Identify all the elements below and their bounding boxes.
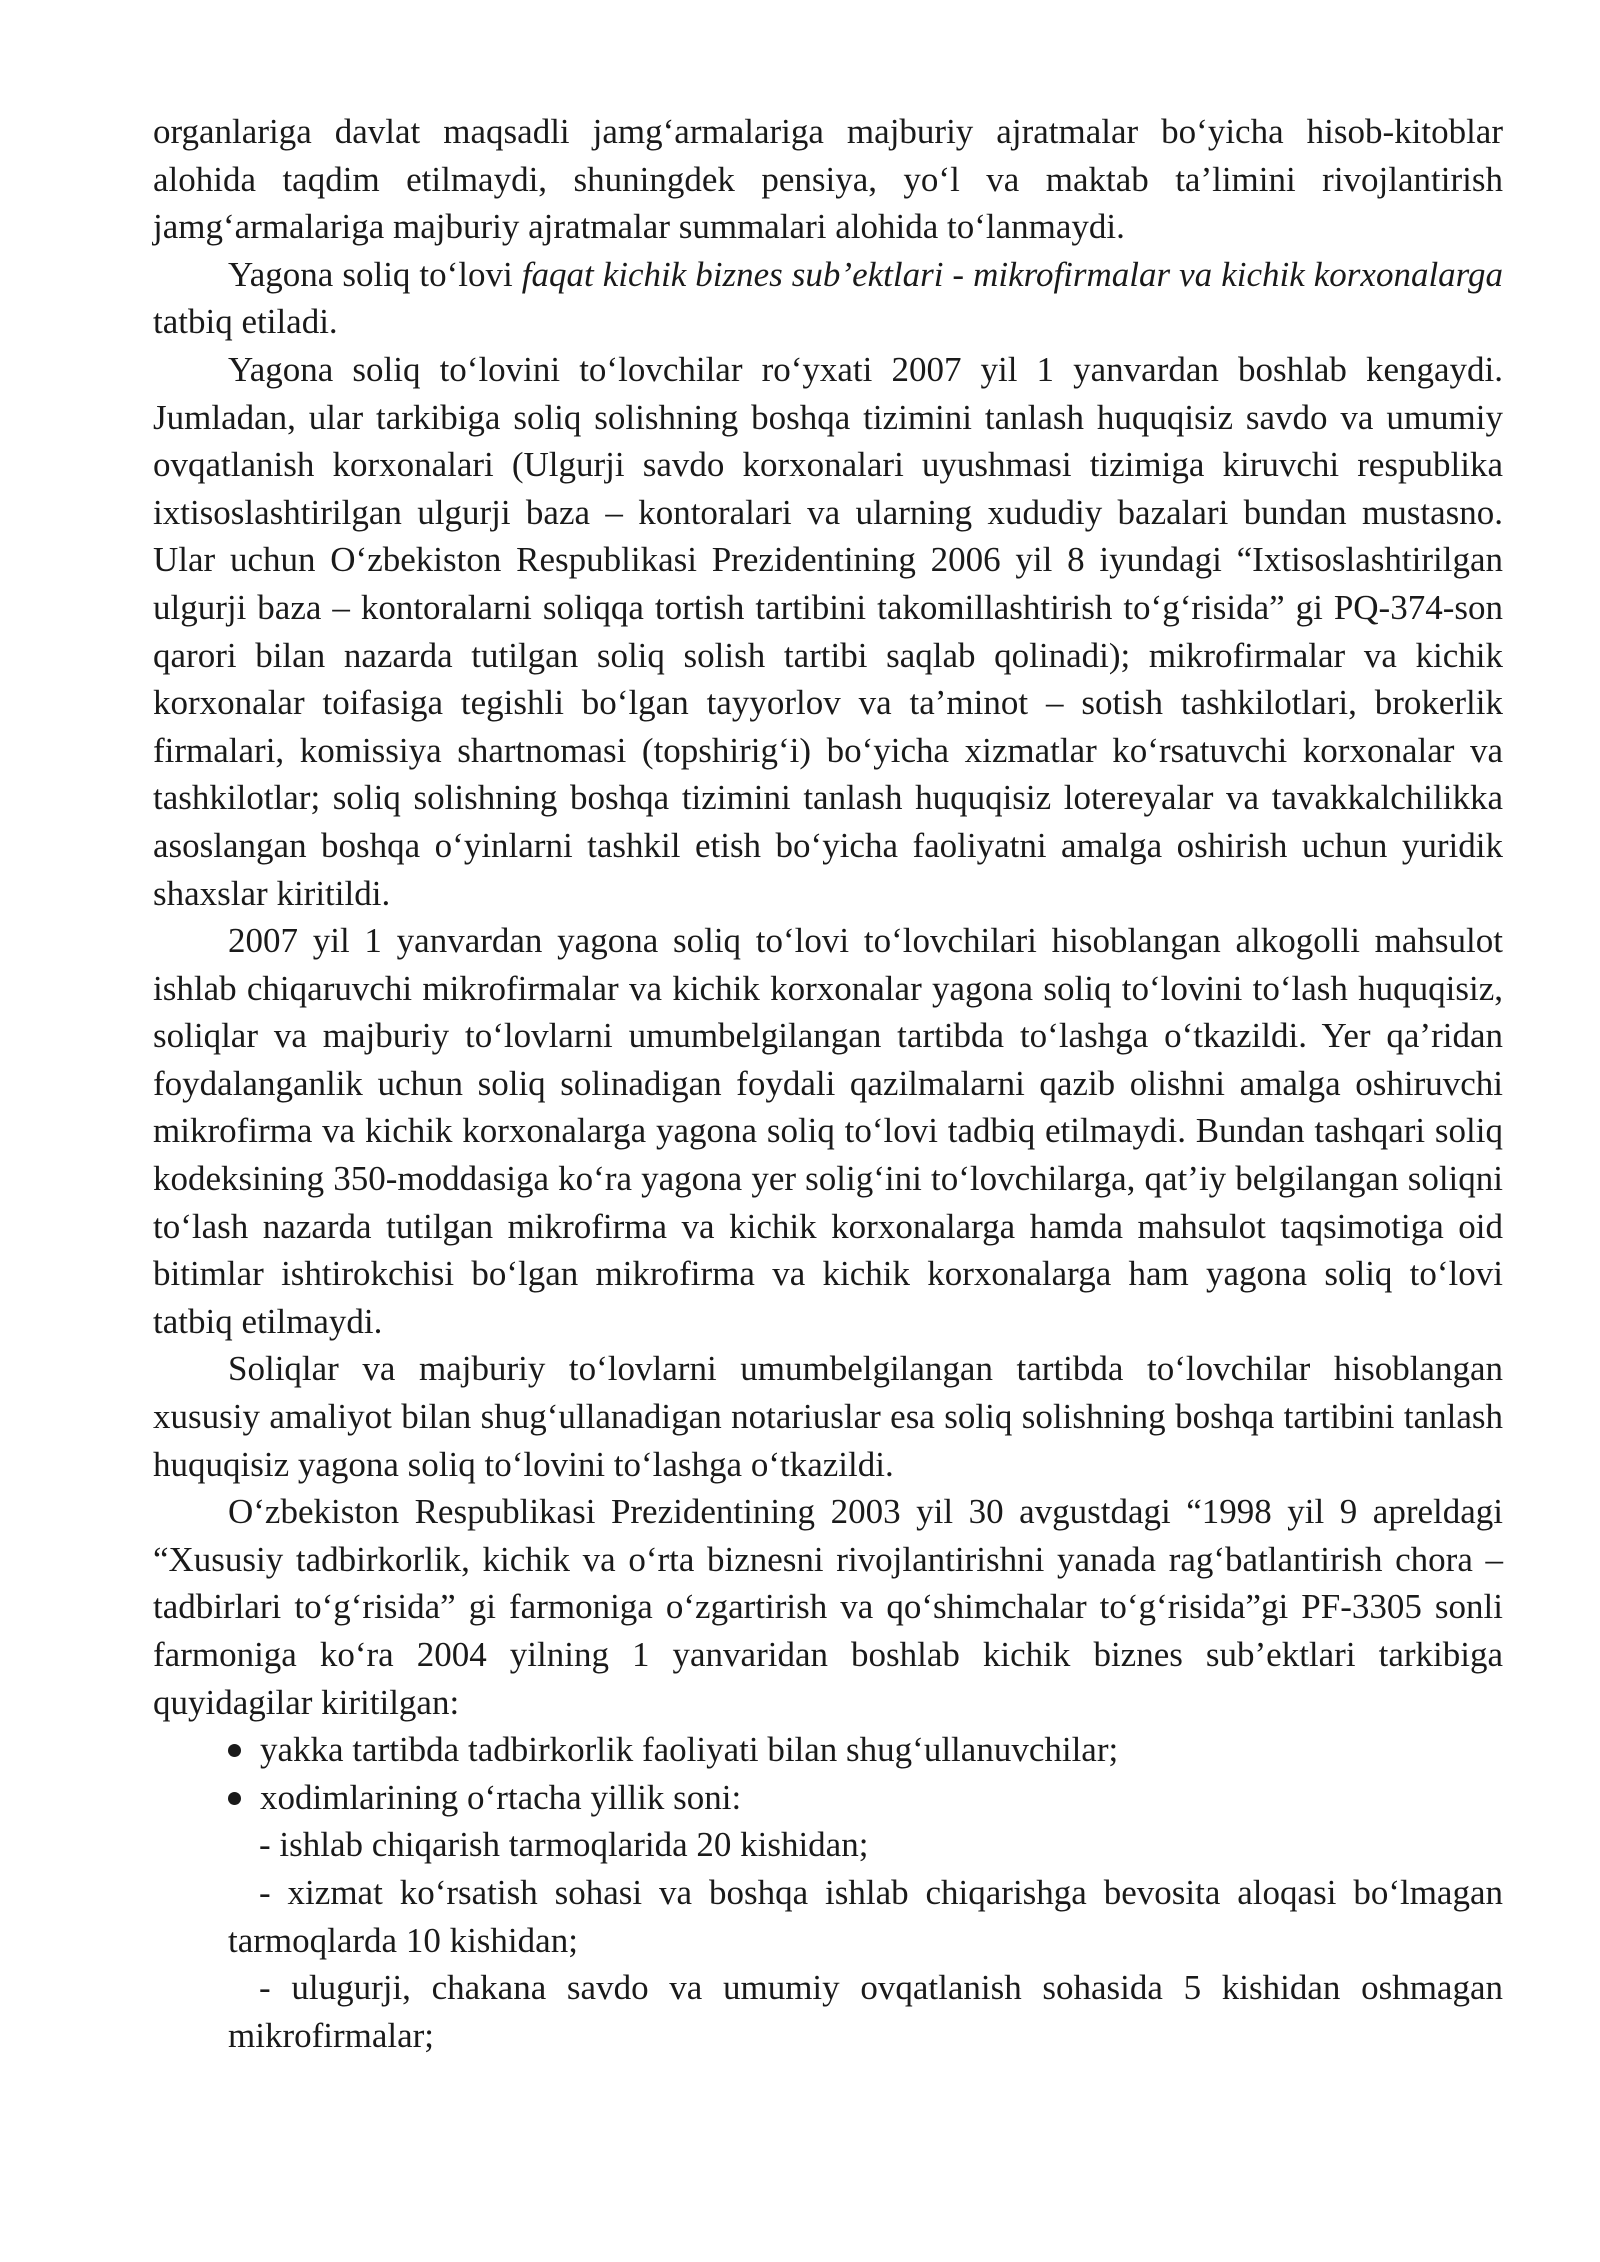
italic-emphasis: faqat kichik biznes sub’ektlari - mikrofirmalar va kichik korxonalarga [521,254,1503,294]
list-item [228,1726,1503,1774]
paragraph-notaries: Soliqlar va majburiy to‘lovlarni umumbelgilangan tartibda to‘lovchilar hisoblangan xususiy amaliyot bilan shug‘ullanadigan notariuslar esa soliq solishning boshqa tartibini tanlash huquqisiz yagona soliq to‘lovini to‘lashga o‘tkazildi. [153,1349,1503,1484]
paragraph-single-tax-scope [153,251,1503,346]
sub-item-trade: - ulugurji, chakana savdo va umumiy ovqatlanish sohasida 5 kishidan oshmagan mikrofirmalar; [228,1968,1503,2055]
list-item [228,1774,1503,1822]
paragraph-text: Yagona soliq to‘lovi [228,254,522,294]
paragraph-text: tatbiq etiladi. [153,302,338,342]
paragraph-continuation: organlariga davlat maqsadli jamg‘armalariga majburiy ajratmalar bo‘yicha hisob-kitoblar alohida taqdim etilmaydi, shuningdek pensiya, yo‘l va maktab ta’limini rivojlantirish jamg‘armalariga majburiy ajratmalar summalari alohida to‘lanmaydi. [153,112,1503,247]
paragraph-alcohol-producers: 2007 yil 1 yanvardan yagona soliq to‘lovi to‘lovchilari hisoblangan alkogolli mahsulot ishlab chiqaruvchi mikrofirmalar va kichik korxonalar yagona soliq to‘lovini to‘lash huquqisiz, soliqlar va majburiy to‘lovlarni umumbelgilangan tartibda to‘lashga o‘tkazildi. Yer qa’ridan foydalanganlik uchun soliq solinadigan foydali qazilmalarni qazib olishni amalga oshiruvchi mikrofirma va kichik korxonalarga yagona soliq to‘lovi tadbiq etilmaydi. Bundan tashqari soliq kodeksining 350-moddasiga ko‘ra yagona yer solig‘ini to‘lovchilarga, qat’iy belgilangan soliqni to‘lash nazarda tutilgan mikrofirma va kichik korxonalarga hamda mahsulot taqsimotiga oid bitimlar ishtirokchisi bo‘lgan mikrofirma va kichik korxonalarga ham yagona soliq to‘lovi tatbiq etilmaydi. [153,921,1503,1341]
bullet-list [153,1726,1503,1821]
sub-item-production: - ishlab chiqarish tarmoqlarida 20 kishidan; [259,1825,869,1865]
sub-item-services: - xizmat ko‘rsatish sohasi va boshqa ishlab chiqarishga bevosita aloqasi bo‘lmagan tarmoqlarda 10 kishidan; [228,1872,1503,1960]
list-item-text: yakka tartibda tadbirkorlik faoliyati bilan shug‘ullanuvchilar; [260,1730,1119,1770]
paragraph-taxpayer-list: Yagona soliq to‘lovini to‘lovchilar ro‘yxati 2007 yil 1 yanvardan boshlab kengaydi. Jumladan, ular tarkibiga soliq solishning boshqa tizimini tanlash huquqisiz savdo va umumiy ovqatlanish korxonalari (Ulgurji savdo korxonalari uyushmasi tizimiga kiruvchi respublika ixtisoslashtirilgan ulgurji baza – kontoralari va ularning xududiy bazalari bundan mustasno. Ular uchun O‘zbekiston Respublikasi Prezidentining 2006 yil 8 iyundagi “Ixtisoslashtirilgan ulgurji baza – kontoralarni soliqqa tortish tartibini takomillashtirish to‘g‘risida” gi PQ-374-son qarori bilan nazarda tutilgan soliq solish tartibi saqlab qolinadi); mikrofirmalar va kichik korxonalar toifasiga tegishli bo‘lgan tayyorlov va ta’minot – sotish tashkilotlari, brokerlik firmalari, komissiya shartnomasi (topshirig‘i) bo‘yicha xizmatlar ko‘rsatuvchi korxonalar va tashkilotlar; soliq solishning boshqa tizimini tanlash huquqisiz lotereyalar va tavakkalchilikka asoslangan boshqa o‘yinlarni tashkil etish bo‘yicha faoliyatni amalga oshirish uchun yuridik shaxslar kiritildi. [153,349,1503,913]
bullet-icon [228,1792,241,1805]
paragraph-presidential-decree: O‘zbekiston Respublikasi Prezidentining 2003 yil 30 avgustdagi “1998 yil 9 apreldagi “Xususiy tadbirkorlik, kichik va o‘rta biznesni rivojlantirishni yanada rag‘batlantirish chora – tadbirlari to‘g‘risida” gi farmoniga o‘zgartirish va qo‘shimchalar to‘g‘risida”gi PF-3305 sonli farmoniga ko‘ra 2004 yilning 1 yanvaridan boshlab kichik biznes sub’ektlari tarkibiga quyidagilar kiritilgan: [153,1492,1503,1722]
bullet-icon [228,1744,241,1757]
list-item-text: xodimlarining o‘rtacha yillik soni: [260,1777,742,1817]
document-page [153,108,1503,2059]
